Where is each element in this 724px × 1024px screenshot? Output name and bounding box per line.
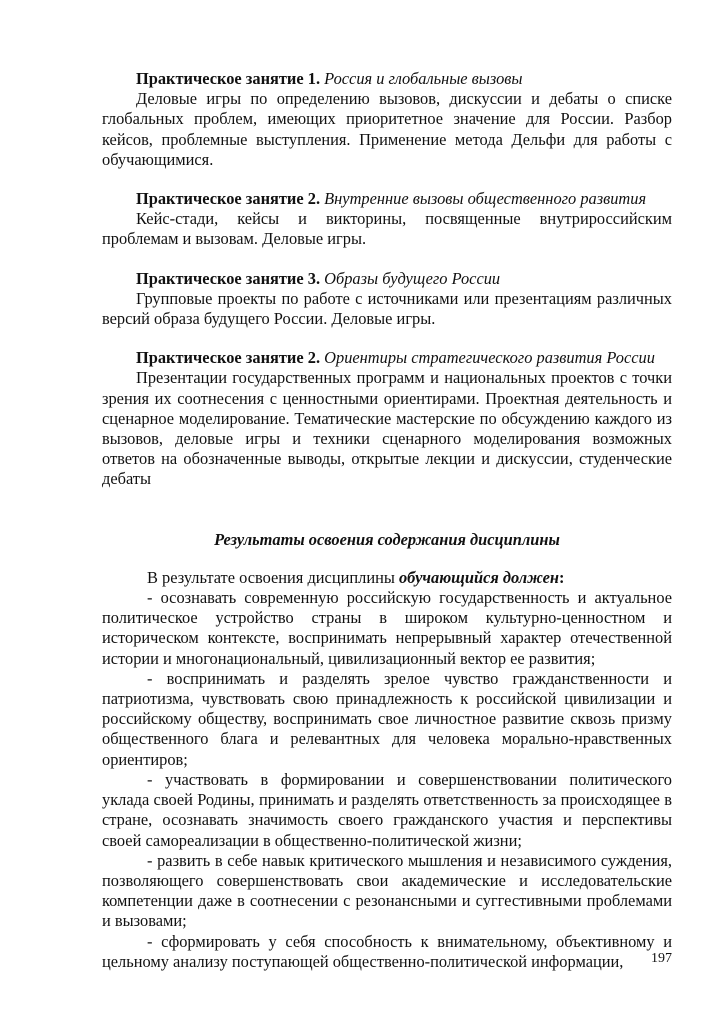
- result-item: - сформировать у себя способность к внимательному, объективному и цельному анализу поступающей общественно-политической информации,: [102, 931, 672, 971]
- session-topic: Внутренние вызовы общественного развития: [324, 189, 647, 209]
- session-2: [102, 189, 672, 250]
- results-intro: [102, 568, 672, 588]
- session-1: [102, 69, 672, 170]
- intro-emphasis: обучающийся должен: [398, 567, 559, 587]
- result-item: - развить в себе навык критического мышления и независимого суждения, позволяющего совершенствовать свои академические и исследовательские компетенции даже в соотнесении с резонансными и суггестивными проблемами и вызовами;: [102, 850, 672, 931]
- intro-suffix: :: [558, 567, 565, 587]
- session-heading: [102, 189, 672, 209]
- session-3: [102, 269, 672, 330]
- session-4: [102, 348, 672, 489]
- session-label: Практическое занятие 2.: [136, 189, 321, 209]
- session-topic: Россия и глобальные вызовы: [324, 69, 523, 88]
- page-number: 197: [651, 951, 672, 966]
- session-label: Практическое занятие 1.: [136, 69, 321, 88]
- session-text: Деловые игры по определению вызовов, дискуссии и дебаты о списке глобальных проблем, имеющих приоритетное значение для России. Разбор кейсов, проблемные выступления. Применение метода Дельфи для работы с обучающимися.: [102, 89, 672, 169]
- session-text: Групповые проекты по работе с источниками или презентациям различных версий образа будущего России. Деловые игры.: [102, 288, 672, 329]
- session-text: Кейс-стади, кейсы и викторины, посвященные внутрироссийским проблемам и вызовам. Деловые игры.: [102, 209, 672, 249]
- session-heading: [102, 269, 672, 289]
- session-text: Презентации государственных программ и национальных проектов с точки зрения их соотнесения с ценностными ориентирами. Проектная деятельность и сценарное моделирование. Тематические мастерские по обсуждению каждого из вызовов, деловые игры и техники сценарного моделирования возможных ответов на обозначенные выводы, открытые лекции и дискуссии, студенческие дебаты: [102, 368, 672, 489]
- session-label: Практическое занятие 3.: [136, 268, 321, 288]
- session-heading: [102, 69, 672, 89]
- intro-prefix: В результате освоения дисциплины: [147, 567, 399, 587]
- session-topic: Ориентиры стратегического развития России: [324, 348, 655, 368]
- document-page: [102, 69, 672, 972]
- result-item: - участвовать в формировании и совершенствовании политического уклада своей Родины, принимать и разделять ответственность за происходящее в стране, осознавать значимость своего гражданского участия и перспективы своей самореализации в общественно-политической жизни;: [102, 769, 672, 850]
- session-topic: Образы будущего России: [324, 268, 501, 288]
- session-label: Практическое занятие 2.: [136, 348, 321, 368]
- results-title: Результаты освоения содержания дисциплины: [214, 529, 560, 549]
- result-item: - осознавать современную российскую государственность и актуальное политическое устройство страны в широком культурно-ценностном и историческом контексте, воспринимать непрерывный характер отечественной истории и многонациональный, цивилизационный вектор ее развития;: [102, 588, 672, 668]
- session-heading: [102, 348, 672, 368]
- result-item: - воспринимать и разделять зрелое чувство гражданственности и патриотизма, чувствовать свою принадлежность к российской цивилизации и российскому обществу, воспринимать свое личностное развитие сквозь призму общественного блага и релевантных для человека морально-нравственных ориентиров;: [102, 668, 672, 769]
